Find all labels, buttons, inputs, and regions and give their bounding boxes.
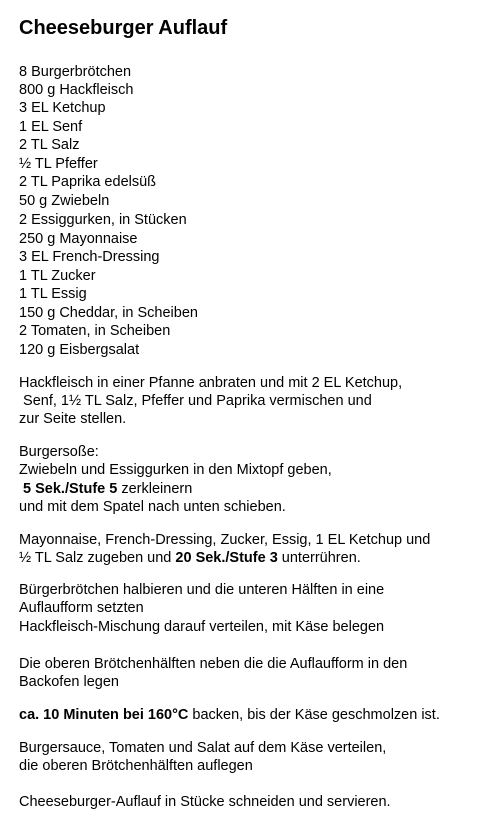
step-setting: 20 Sek./Stufe 3 (175, 550, 278, 566)
step-text: zur Seite stellen. (19, 411, 127, 427)
step-text: Hackfleisch in einer Pfanne anbraten und mit 2 EL Ketchup, (19, 375, 403, 391)
ingredient-item: 1 EL Senf (19, 119, 83, 135)
ingredient-item: 150 g Cheddar, in Scheiben (19, 305, 198, 321)
step-text: Auflaufform setzten (19, 600, 144, 616)
recipe-title: Cheeseburger Auflauf (19, 17, 228, 39)
section-heading: Burgersoße: (19, 444, 99, 460)
ingredient-item: 2 TL Paprika edelsüß (19, 174, 157, 190)
step-text: Cheeseburger-Auflauf in Stücke schneiden und servieren. (19, 794, 391, 810)
ingredient-item: 3 EL Ketchup (19, 100, 106, 116)
step-setting: ca. 10 Minuten bei 160°C (19, 707, 189, 723)
ingredient-item: 2 TL Salz (19, 137, 80, 153)
step-text: Mayonnaise, French-Dressing, Zucker, Essig, 1 EL Ketchup und (19, 532, 431, 548)
ingredient-item: 3 EL French-Dressing (19, 249, 160, 265)
ingredient-item: 2 Essiggurken, in Stücken (19, 212, 187, 228)
step-text: Zwiebeln und Essiggurken in den Mixtopf geben, (19, 462, 332, 478)
ingredient-item: 1 TL Essig (19, 286, 87, 302)
step-text: Senf, 1½ TL Salz, Pfeffer und Paprika vermischen und (19, 393, 372, 409)
step-setting: 5 Sek./Stufe 5 (19, 481, 118, 497)
step-text: und mit dem Spatel nach unten schieben. (19, 499, 286, 515)
step-text: Die oberen Brötchenhälften neben die die Auflaufform in den (19, 656, 408, 672)
step-text: ½ TL Salz zugeben und 20 Sek./Stufe 3 unterrühren. (19, 550, 361, 566)
ingredient-item: 800 g Hackfleisch (19, 82, 134, 98)
ingredient-item: 1 TL Zucker (19, 268, 96, 284)
ingredient-item: 50 g Zwiebeln (19, 193, 110, 209)
step-text: ca. 10 Minuten bei 160°C backen, bis der Käse geschmolzen ist. (19, 707, 440, 723)
ingredient-item: ½ TL Pfeffer (19, 156, 98, 172)
step-text: Backofen legen (19, 674, 119, 690)
step-text: 5 Sek./Stufe 5 zerkleinern (19, 481, 193, 497)
step-text: Bürgerbrötchen halbieren und die unteren Hälften in eine (19, 582, 385, 598)
ingredient-item: 8 Burgerbrötchen (19, 64, 132, 80)
ingredient-item: 2 Tomaten, in Scheiben (19, 323, 171, 339)
ingredient-item: 250 g Mayonnaise (19, 231, 138, 247)
step-text: Hackfleisch-Mischung darauf verteilen, mit Käse belegen (19, 619, 385, 635)
step-text: die oberen Brötchenhälften auflegen (19, 758, 253, 774)
step-text: Burgersauce, Tomaten und Salat auf dem Käse verteilen, (19, 740, 387, 756)
ingredient-item: 120 g Eisbergsalat (19, 342, 140, 358)
